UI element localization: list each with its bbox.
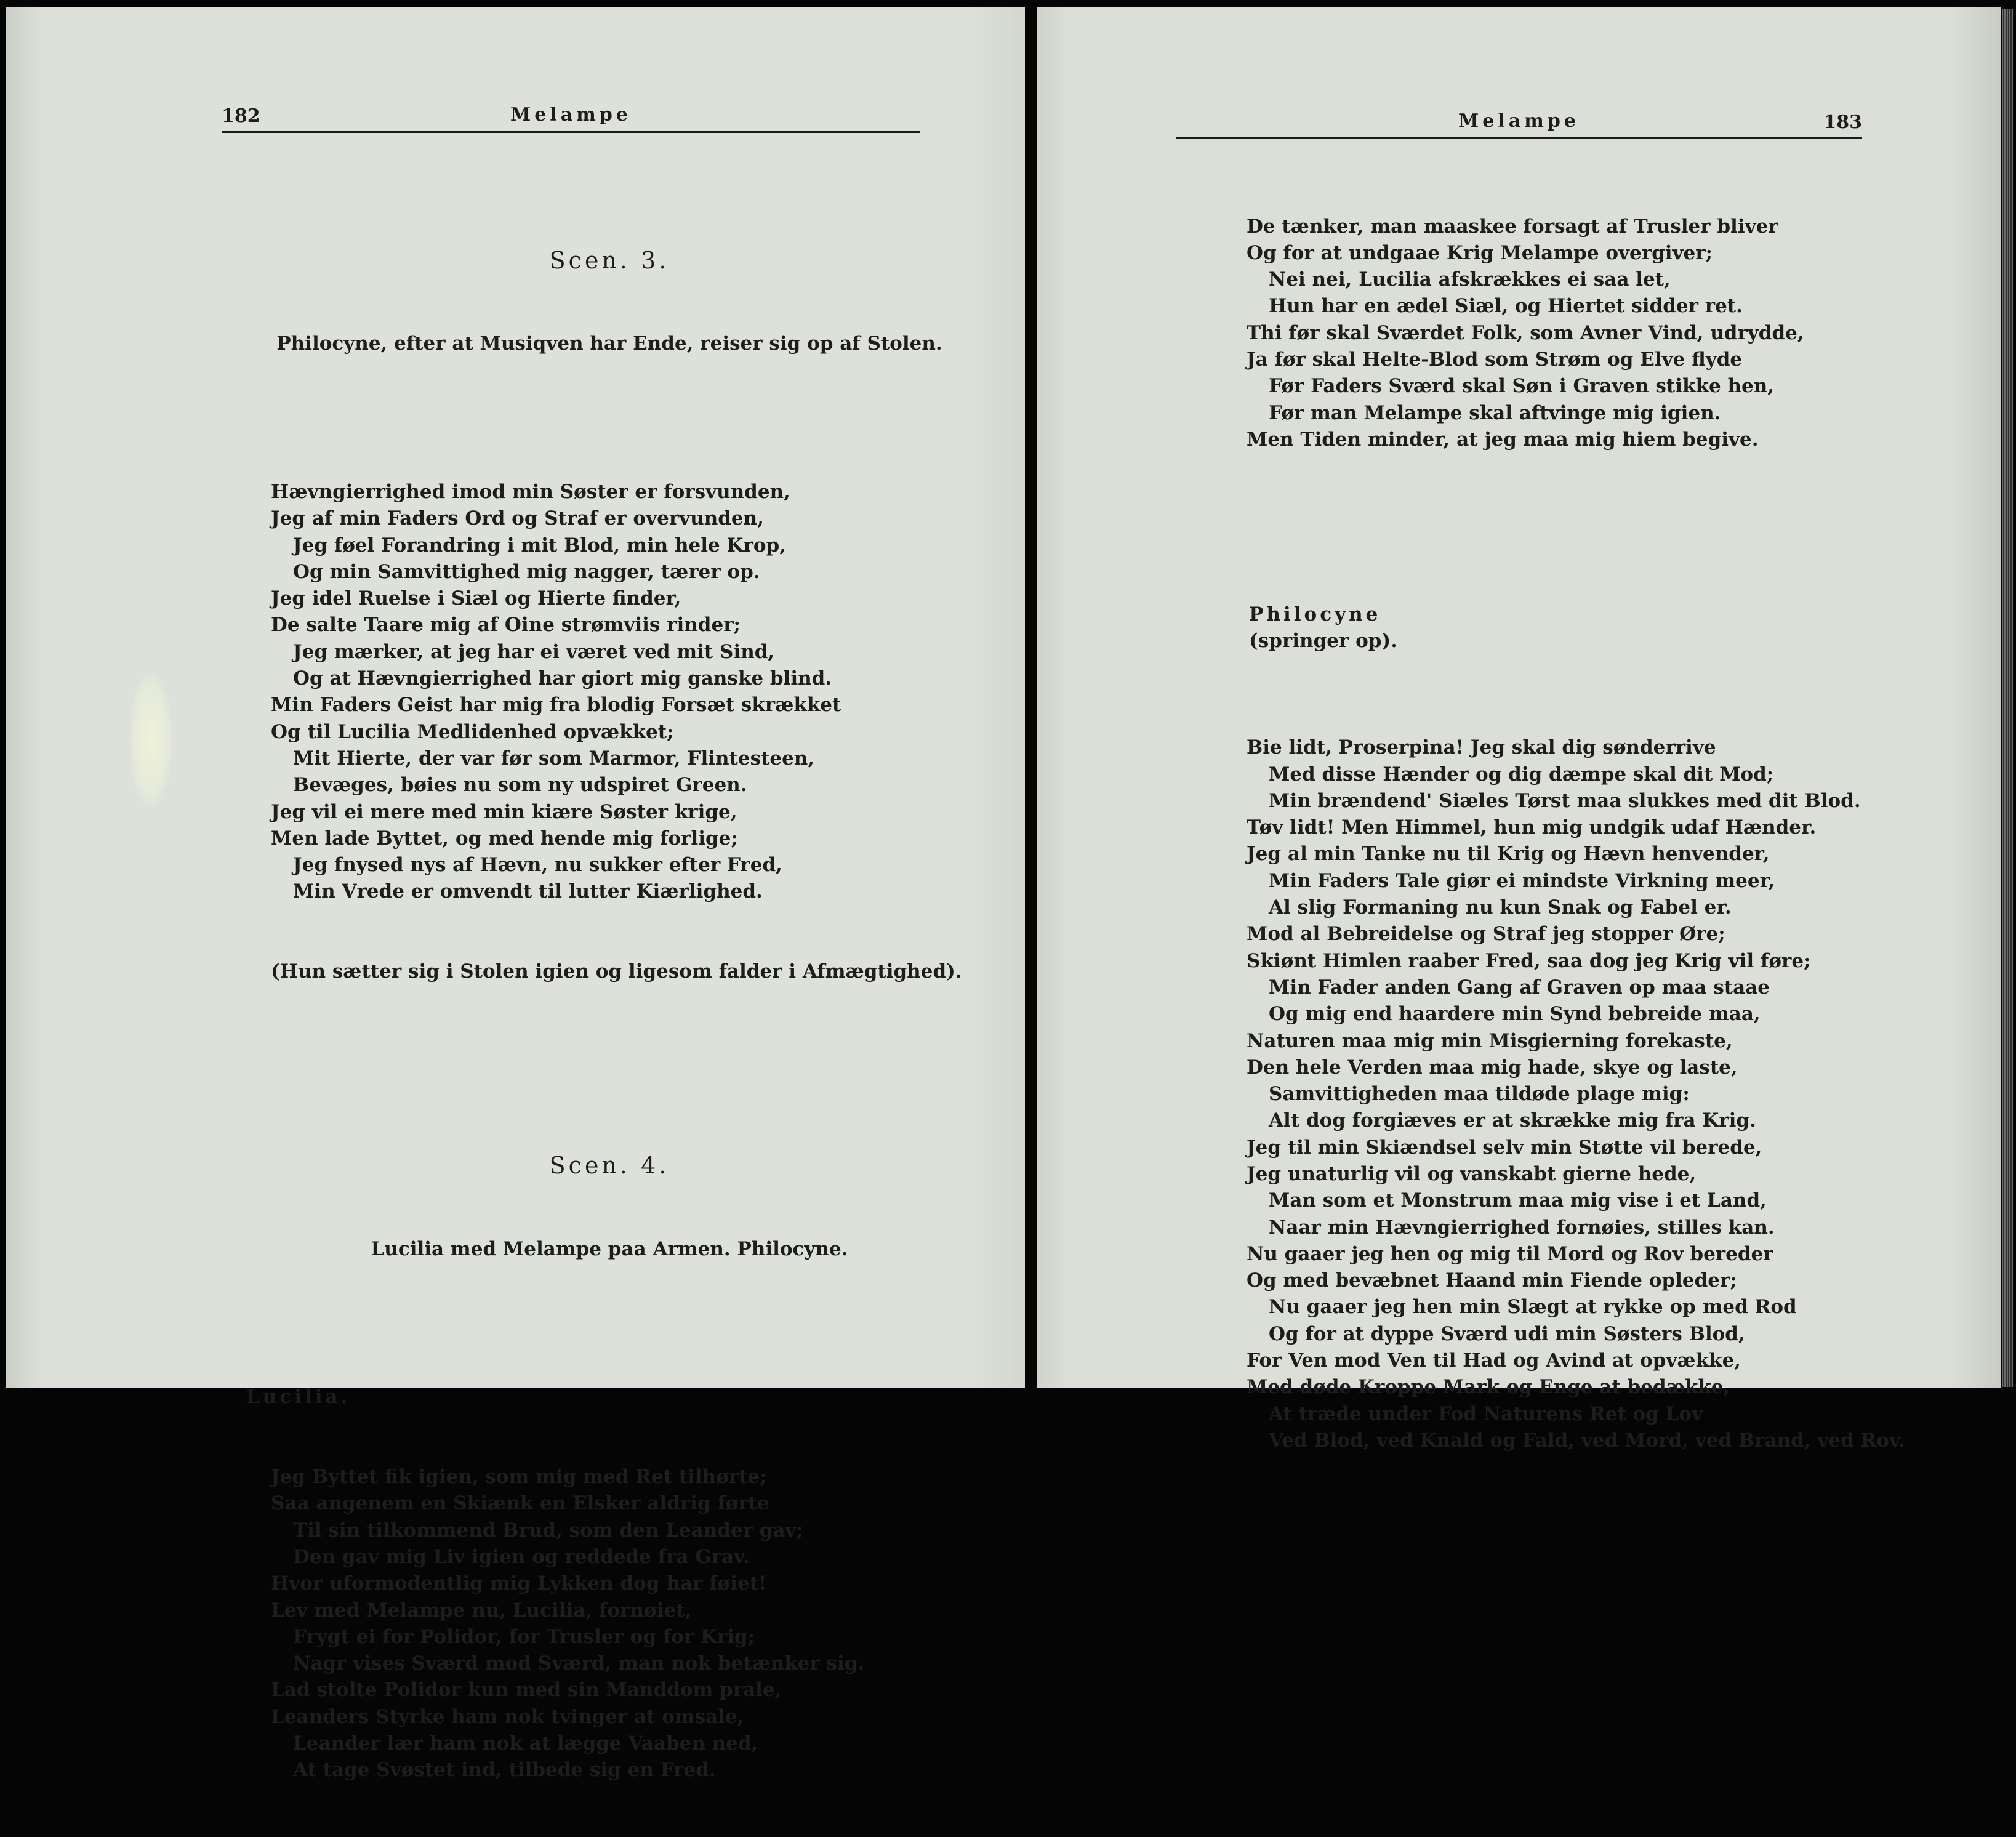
verse-line: Thi før skal Sværdet Folk, som Avner Vind, udrydde, (1247, 321, 1804, 344)
stage-direction: Lucilia med Melampe paa Armen. Philocyne. (371, 1237, 848, 1260)
verse-line: Hævngierrighed imod min Søster er forsvunden, (271, 480, 790, 503)
scene-heading: Scen. 3. (549, 246, 670, 274)
verse-line: Jeg idel Ruelse i Siæl og Hierte finder, (271, 587, 681, 610)
verse-line: Jeg Byttet fik igien, som mig med Ret tilhørte; (271, 1466, 767, 1489)
verse-line: Bevæges, bøies nu som ny udspiret Green. (293, 774, 747, 797)
verse-line: Og min Samvittighed mig nagger, tærer op. (293, 560, 760, 583)
verse-line: Og at Hævngierrighed har giort mig ganske blind. (293, 667, 832, 690)
verse-line: Lev med Melampe nu, Lucilia, fornøiet, (271, 1599, 692, 1622)
verse-block (1247, 734, 1961, 1454)
verse-line: Min brændend' Siæles Tørst maa slukkes med dit Blod. (1269, 789, 1861, 812)
verse-line: Lad stolte Polidor kun med sin Manddom prale, (271, 1679, 782, 1702)
verse-line: Før man Melampe skal aftvinge mig igien. (1269, 401, 1721, 424)
speaker-line (1213, 574, 1961, 681)
verse-line: Samvittigheden maa tildøde plage mig: (1269, 1083, 1690, 1106)
left-page-body (246, 189, 962, 1837)
verse-line: Og til Lucilia Medlidenhed opvækket; (271, 720, 674, 743)
verse-line: Og for at undgaae Krig Melampe overgiver; (1247, 241, 1713, 264)
verse-line: Min Faders Tale giør ei mindste Virkning meer, (1269, 869, 1775, 892)
right-running-header (1176, 100, 1862, 139)
verse-line: Naturen maa mig min Misgierning forekaste, (1247, 1029, 1733, 1052)
speaker-name: Philocyne (1249, 603, 1381, 625)
verse-line: Ved Blod, ved Knald og Fald, ved Mord, ved Brand, ved Rov. (1269, 1429, 1905, 1452)
verse-line: Ja før skal Helte-Blod som Strøm og Elve flyde (1247, 348, 1743, 371)
verse-line: Jeg vil ei mere med min kiære Søster krige, (271, 800, 737, 823)
verse-line: Jeg mærker, at jeg har ei været ved mit Sind, (293, 640, 775, 663)
verse-line: Med disse Hænder og dig dæmpe skal dit Mod; (1269, 763, 1774, 786)
verse-block (271, 1464, 948, 1784)
right-page (1037, 7, 2001, 1452)
verse-line: Nagr vises Sværd mod Sværd, man nok betænker sig. (293, 1652, 865, 1675)
verse-line: Den gav mig Liv igien og reddede fra Grav. (293, 1545, 750, 1568)
verse-line: De salte Taare mig af Oine strømviis rinder; (271, 614, 741, 637)
verse-line: Man som et Monstrum maa mig vise i et Land, (1269, 1189, 1767, 1212)
verse-line: Nu gaaer jeg hen min Slægt at rykke op med Rod (1269, 1296, 1797, 1319)
running-title: Melampe (510, 104, 632, 126)
verse-line: For Ven mod Ven til Had og Avind at opvække, (1247, 1349, 1741, 1372)
verse-line: Og med bevæbnet Haand min Fiende opleder; (1247, 1269, 1737, 1292)
verse-line: Men Tiden minder, at jeg maa mig hiem begive. (1247, 428, 1759, 451)
verse-line: Frygt ei for Polidor, for Trusler og for Krig; (293, 1625, 755, 1648)
verse-line: Men lade Byttet, og med hende mig forlige; (271, 827, 738, 850)
verse-line: Jeg føel Forandring i mit Blod, min hele Krop, (293, 534, 786, 557)
verse-line: Bie lidt, Proserpina! Jeg skal dig sønderrive (1247, 736, 1716, 759)
verse-line: Nei nei, Lucilia afskrækkes ei saa let, (1269, 268, 1671, 291)
verse-line: Jeg al min Tanke nu til Krig og Hævn henvender, (1247, 843, 1770, 866)
verse-block (1247, 214, 1961, 454)
verse-line: Og mig end haardere min Synd bebreide maa, (1269, 1003, 1761, 1026)
verse-line: Mit Hierte, der var før som Marmor, Flintesteen, (293, 747, 815, 770)
speaker-direction: (springer op). (1249, 630, 1397, 653)
verse-line: Skiønt Himlen raaber Fred, saa dog jeg Krig vil føre; (1247, 949, 1811, 972)
verse-line: Mod al Bebreidelse og Straf jeg stopper Øre; (1247, 923, 1725, 946)
left-page (6, 7, 1025, 1782)
verse-line: Al slig Formaning nu kun Snak og Fabel er. (1269, 896, 1732, 919)
verse-line: Og for at dyppe Sværd udi min Søsters Blod, (1269, 1322, 1745, 1345)
verse-line: Min Vrede er omvendt til lutter Kiærlighed. (293, 880, 763, 903)
page-number: 182 (222, 105, 260, 127)
verse-line: Den hele Verden maa mig hade, skye og laste, (1247, 1056, 1738, 1079)
verse-line: Leanders Styrke ham nok tvinger at omsale, (271, 1705, 744, 1728)
verse-line: Hun har en ædel Siæl, og Hiertet sidder ret. (1269, 295, 1743, 318)
page-stain (129, 672, 172, 808)
verse-line: Hvor uformodentlig mig Lykken dog har føiet! (271, 1572, 767, 1595)
verse-line: Jeg til min Skiændsel selv min Støtte vil berede, (1247, 1136, 1762, 1159)
closing-stage-direction: (Hun sætter sig i Stolen igien og ligesom falder i Afmægtighed). (271, 960, 962, 983)
verse-line: Min Fader anden Gang af Graven op maa staae (1269, 976, 1770, 999)
scene-heading: Scen. 4. (549, 1151, 670, 1179)
verse-line: Nu gaaer jeg hen og mig til Mord og Rov bereder (1247, 1242, 1773, 1265)
speaker-name: Lucilia. (246, 1386, 351, 1409)
verse-line: Tøv lidt! Men Himmel, hun mig undgik udaf Hænder. (1247, 816, 1817, 839)
verse-line: De tænker, man maaskee forsagt af Trusler bliver (1247, 215, 1778, 238)
stage-direction: Philocyne, efter at Musiqven har Ende, reiser sig op af Stolen. (276, 332, 942, 355)
verse-block (271, 479, 948, 906)
verse-line: Jeg unaturlig vil og vanskabt gierne hede, (1247, 1162, 1697, 1185)
verse-line: At træde under Fod Naturens Ret og Lov (1269, 1402, 1703, 1425)
page-number: 183 (1823, 111, 1862, 133)
verse-line: Saa angenem en Skiænk en Elsker aldrig førte (271, 1492, 769, 1515)
verse-line: Før Faders Sværd skal Søn i Graven stikke hen, (1269, 375, 1775, 398)
verse-line: Min Faders Geist har mig fra blodig Forsæt skrækket (271, 694, 841, 717)
verse-line: Alt dog forgiæves er at skrække mig fra Krig. (1269, 1109, 1756, 1132)
verse-line: Jeg fnysed nys af Hævn, nu sukker efter Fred, (293, 854, 782, 877)
book-edge (2002, 9, 2013, 1387)
verse-line: Til sin tilkommend Brud, som den Leander gav; (293, 1519, 804, 1542)
verse-line: Med døde Kroppe Mark og Enge at bedække, (1247, 1376, 1730, 1399)
verse-line: Jeg af min Faders Ord og Straf er overvunden, (271, 507, 764, 530)
verse-line: Leander lær ham nok at lægge Vaaben ned, (293, 1732, 758, 1755)
running-title: Melampe (1458, 110, 1580, 132)
left-running-header (222, 94, 920, 133)
right-page-body (1247, 160, 1961, 1508)
verse-line: Naar min Hævngierrighed fornøies, stilles kan. (1269, 1216, 1775, 1239)
verse-line: At tage Svøstet ind, tilbede sig en Fred. (293, 1759, 716, 1782)
